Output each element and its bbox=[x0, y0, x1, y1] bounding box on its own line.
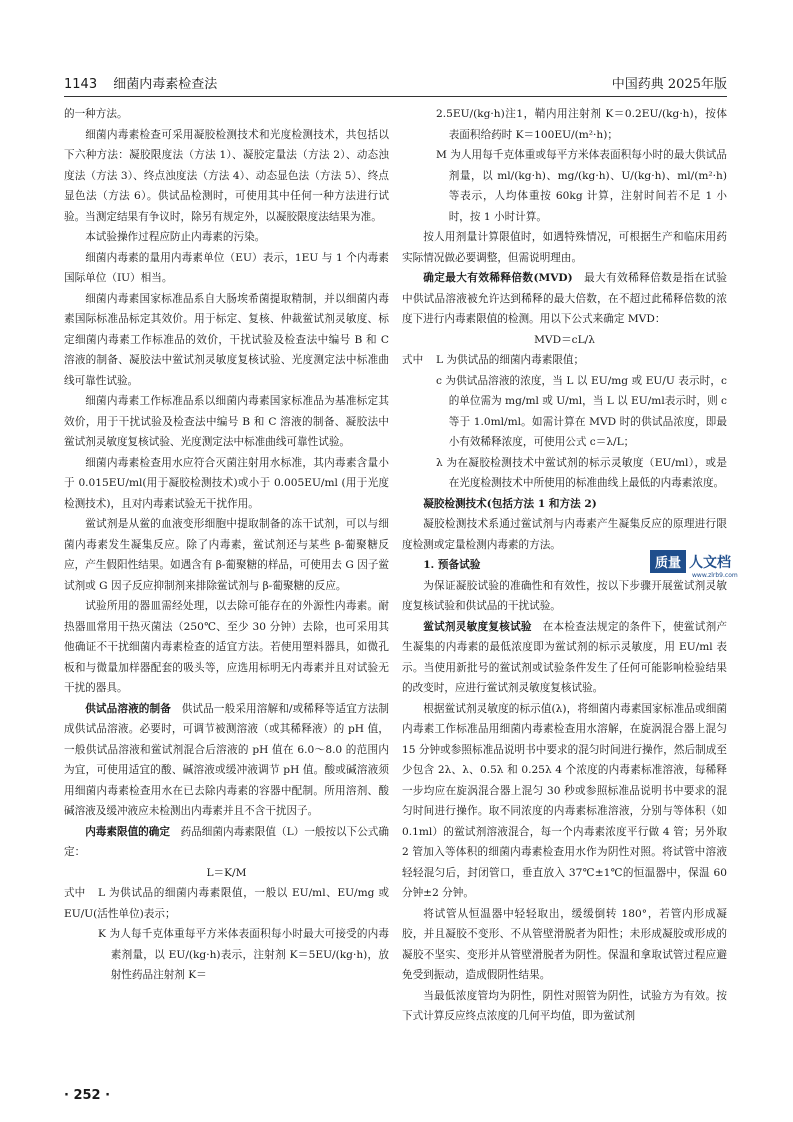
paragraph-body: 供试品一般采用溶解和/或稀释等适宜方法制成供试品溶液。必要时，可调节被测溶液（或其稀释液）的 pH 值，一般供试品溶液和鲎试剂混合后溶液的 pH 值在 6.0～8.0 的范围内为宜，可使用适宜的酸、碱溶液或缓冲液调节 pH 值。酸或碱溶液须用细菌内毒素检查用水在已去除内毒素的容器中配制。所用溶剂、酸碱溶液及缓冲液应未检测出内毒素并且不含干扰因子。 bbox=[64, 702, 390, 817]
where-label: 式中 bbox=[64, 887, 86, 899]
where-label: 式中 bbox=[402, 354, 424, 366]
watermark-box: 质量 bbox=[650, 550, 686, 573]
paragraph: 根据鲎试剂灵敏度的标示值(λ)，将细菌内毒素国家标准品或细菌内毒素工作标准品用细菌内毒素检查用水溶解，在旋涡混合器上混匀 15 分钟或参照标准品说明书中要求的混匀时间进行操作，然后制成至少包含 2λ、λ、0.5λ 和 0.25λ 4 个浓度的内毒素标准溶液，每稀释一步均应在旋涡混合器上混匀 30 秒或参照标准品说明书中要求的混匀时间进行操作。取不同浓度的内毒素标准溶液，分别与等体积（如 0.1ml）的鲎试剂溶液混合，每一个内毒素浓度平行做 4 管；另外取 2 管加入等体积的细菌内毒素检查用水作为阴性对照。将试管中溶液轻轻混匀后，封闭管口，垂直放入 37℃±1℃的恒温器中，保温 60 分钟±2 分钟。 bbox=[402, 702, 727, 899]
definition-item bbox=[64, 883, 389, 924]
definition-item: K 为人每千克体重每平方米体表面积每小时最大可接受的内毒素剂量，以 EU/(kg·h)表示，注射剂 K＝5EU/(kg·h)，放射性药品注射剂 K＝ bbox=[98, 928, 389, 981]
paragraph-body: 最大有效稀释倍数是指在试验中供试品溶液被允许达到稀释的最大倍数，在不超过此稀释倍数的浓度下进行内毒素限值的检测。用以下公式来确定 MVD： bbox=[402, 272, 728, 325]
paragraph-heading: 确定最大有效稀释倍数(MVD) bbox=[423, 272, 573, 284]
paragraph-heading: 供试品溶液的制备 bbox=[85, 702, 171, 715]
header-page-number: 1143 bbox=[64, 77, 98, 92]
paragraph: 鲎试剂是从鲎的血液变形细胞中提取制备的冻干试剂，可以与细菌内毒素发生凝集反应。除了内毒素，鲎试剂还与某些 β-葡聚糖反应，产生假阳性结果。如遇含有 β-葡聚糖的样品，可使用去 G 因子鲎试剂或 G 因子反应抑制剂来排除鲎试剂与 β-葡聚糖的反应。 bbox=[64, 518, 389, 592]
running-header bbox=[64, 72, 727, 97]
paragraph bbox=[64, 699, 389, 822]
definition-continued: 2.5EU/(kg·h)注1，鞘内用注射剂 K＝0.2EU/(kg·h)，按体表面积给药时 K＝100EU/(m²·h)； bbox=[436, 108, 727, 141]
paragraph: 当最低浓度管均为阴性，阴性对照管为阴性，试验方为有效。按下式计算反应终点浓度的几何平均值，即为鲎试剂 bbox=[402, 989, 727, 1022]
paragraph: 细菌内毒素工作标准品系以细菌内毒素国家标准品为基准标定其效价，用于干扰试验及检查法中编号 B 和 C 溶液的制备、凝胶法中鲎试剂灵敏度复核试验、光度测定法中标准曲线可靠性试验。 bbox=[64, 395, 389, 448]
definition-item: c 为供试品溶液的浓度，当 L 以 EU/mg 或 EU/U 表示时，c 的单位需为 mg/ml 或 U/ml，当 L 以 EU/ml表示时，则 c 等于 1.0ml/ml。如需计算在 MVD 时的供试品浓度，即最小有效稀释浓度，可使用公式 c＝λ/L； bbox=[436, 374, 727, 448]
paragraph bbox=[64, 822, 389, 863]
header-left bbox=[64, 73, 217, 92]
formula: L＝K/M bbox=[206, 866, 247, 879]
page-number: · 252 · bbox=[64, 1088, 111, 1103]
paragraph: 试验所用的器皿需经处理，以去除可能存在的外源性内毒素。耐热器皿常用干热灭菌法（250℃、至少 30 分钟）去除，也可采用其他确证不干扰细菌内毒素检查的适宜方法。若使用塑料器具，如微孔板和与微量加样器配套的吸头等，应选用标明无内毒素并且对试验无干扰的器具。 bbox=[64, 600, 389, 694]
header-section-title: 细菌内毒素检查法 bbox=[113, 77, 218, 92]
definition-item: λ 为在凝胶检测技术中鲎试剂的标示灵敏度（EU/ml），或是在光度检测技术中所使用的标准曲线上最低的内毒素浓度。 bbox=[436, 456, 727, 489]
paragraph bbox=[402, 268, 727, 330]
definition-text: L 为供试品的细菌内毒素限值，一般以 EU/ml、EU/mg 或 EU/U(活性单位)表示； bbox=[64, 887, 389, 920]
paragraph-heading: 内毒素限值的确定 bbox=[85, 825, 170, 838]
watermark-logo bbox=[650, 550, 780, 579]
paragraph: 细菌内毒素检查用水应符合灭菌注射用水标准，其内毒素含量小于 0.015EU/ml(用于凝胶检测技术)或小于 0.005EU/ml (用于光度检测技术)，且对内毒素试验无干扰作用。 bbox=[64, 456, 389, 510]
definition-item: M 为人用每千克体重或每平方米体表面积每小时的最大供试品剂量，以 ml/(kg·h)、mg/(kg·h)、U/(kg·h)、ml/(m²·h) 等表示，人均体重按 60kg 计算，注射时间若不足 1 小时，按 1 小时计算。 bbox=[436, 149, 727, 223]
paragraph: 细菌内毒素国家标准品系自大肠埃希菌提取精制，并以细菌内毒素国际标准品标定其效价。用于标定、复核、仲裁鲎试剂灵敏度、标定细菌内毒素工作标准品的效价，干扰试验及检查法中编号 B 和 C 溶液的制备、凝胶法中鲎试剂灵敏度复核试验、光度测定法中标准曲线可靠性试验。 bbox=[64, 292, 389, 387]
subsection-heading: 1. 预备试验 bbox=[423, 559, 481, 571]
definition-text: L 为供试品的细菌内毒素限值； bbox=[436, 354, 585, 366]
paragraph-body: 在本检查法规定的条件下，使鲎试剂产生凝集的内毒素的最低浓度即为鲎试剂的标示灵敏度，用 EU/ml 表示。当使用新批号的鲎试剂或试验条件发生了任何可能影响检验结果的改变时，应进行鲎试剂灵敏度复核试验。 bbox=[402, 620, 728, 694]
formula: MVD＝cL/λ bbox=[534, 333, 595, 346]
watermark-text: 人文档 bbox=[689, 555, 732, 571]
paragraph-body: 药品细菌内毒素限值（L）一般按以下公式确定： bbox=[64, 825, 390, 858]
watermark-url: www.zlrb9.com bbox=[692, 572, 738, 579]
paragraph: 细菌内毒素的量用内毒素单位（EU）表示，1EU 与 1 个内毒素国际单位（IU）相当。 bbox=[64, 251, 389, 284]
paragraph: 按人用剂量计算限值时，如遇特殊情况，可根据生产和临床用药实际情况做必要调整，但需说明理由。 bbox=[402, 231, 727, 264]
definition-item bbox=[402, 350, 727, 371]
paragraph: 凝胶检测技术系通过鲎试剂与内毒素产生凝集反应的原理进行限度检测或定量检测内毒素的方法。 bbox=[402, 518, 727, 551]
paragraph: 细菌内毒素检查可采用凝胶检测技术和光度检测技术，共包括以下六种方法：凝胶限度法（方法 1）、凝胶定量法（方法 2）、动态浊度法（方法 3）、终点浊度法（方法 4）、动态显色法（方法 5）、终点显色法（方法 6）。供试品检测时，可使用其中任何一种方法进行试验。当测定结果有争议时，除另有规定外，以凝胶限度法结果为准。 bbox=[64, 128, 389, 223]
paragraph: 本试验操作过程应防止内毒素的污染。 bbox=[85, 231, 266, 243]
paragraph: 将试管从恒温器中轻轻取出，缓缓倒转 180°，若管内形成凝胶，并且凝胶不变形、不从管壁滑脱者为阳性；未形成凝胶或形成的凝胶不坚实、变形并从管壁滑脱者为阴性。保温和拿取试管过程应避免受到振动，造成假阴性结果。 bbox=[402, 907, 727, 981]
header-book-title: 中国药典 2025年版 bbox=[611, 77, 727, 92]
section-heading: 凝胶检测技术(包括方法 1 和方法 2) bbox=[423, 497, 597, 510]
paragraph-heading: 鲎试剂灵敏度复核试验 bbox=[423, 620, 532, 633]
paragraph: 为保证凝胶试验的准确性和有效性，按以下步骤开展鲎试剂灵敏度复核试验和供试品的干扰试验。 bbox=[402, 579, 727, 612]
paragraph bbox=[402, 617, 727, 699]
left-column bbox=[64, 104, 389, 986]
paragraph: 的一种方法。 bbox=[64, 108, 128, 120]
